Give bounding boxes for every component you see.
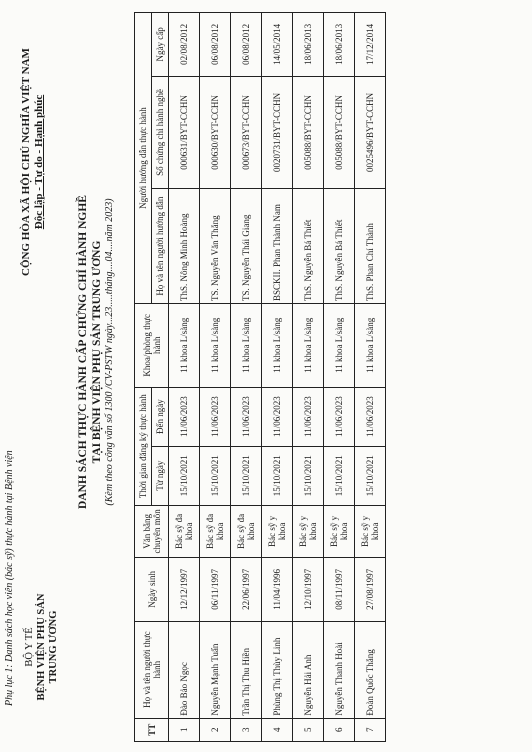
- motto-line-2: Độc lập - Tự do - Hạnh phúc: [33, 94, 45, 230]
- col-name: Họ và tên người thực hành: [135, 621, 169, 718]
- cell-tt: 2: [200, 718, 231, 741]
- appendix-note: Phụ lục 1: Danh sách học viên (bác sỹ) thực hành tại Bệnh viện: [4, 450, 15, 706]
- cell-degree: Bác sỹ đa khoa: [231, 505, 262, 557]
- cell-name: Nguyễn Hải Anh: [293, 621, 324, 718]
- cell-dept: 11 khoa L/sàng: [169, 304, 200, 388]
- ministry-line-3: TRUNG ƯƠNG: [48, 610, 59, 684]
- cell-degree: Bác sỹ đa khoa: [200, 505, 231, 557]
- cell-dept: 11 khoa L/sàng: [355, 304, 386, 388]
- cell-issue-date: 14/05/2014: [262, 13, 293, 77]
- col-mentor-name: Họ và tên người hướng dẫn: [152, 189, 169, 304]
- title-line-2: TẠI BỆNH VIỆN PHỤ SẢN TRUNG ƯƠNG: [91, 240, 103, 464]
- cell-cert-no: 005088/BYT-CCHN: [324, 76, 355, 189]
- cell-issue-date: 18/06/2013: [324, 13, 355, 77]
- cell-tt: 1: [169, 718, 200, 741]
- col-dept: Khoa/phòng thực hành: [135, 304, 169, 388]
- cell-to: 11/06/2023: [262, 387, 293, 446]
- table-row: [200, 13, 231, 742]
- col-degree: Văn bằng chuyên môn: [135, 505, 169, 557]
- cell-mentor-name: BSCKII. Phan Thành Nam: [262, 189, 293, 304]
- cell-to: 11/06/2023: [324, 387, 355, 446]
- cell-issue-date: 18/06/2013: [293, 13, 324, 77]
- cell-degree: Bác sỹ y khoa: [262, 505, 293, 557]
- table-row: [293, 13, 324, 742]
- cell-to: 11/06/2023: [169, 387, 200, 446]
- cell-name: Phùng Thị Thùy Linh: [262, 621, 293, 718]
- col-period: Thời gian đăng ký thực hành: [135, 387, 152, 505]
- cell-from: 15/10/2021: [324, 446, 355, 505]
- cell-to: 11/06/2023: [231, 387, 262, 446]
- cell-cert-no: 005088/BYT-CCHN: [293, 76, 324, 189]
- cell-cert-no: 000673/BYT-CCHN: [231, 76, 262, 189]
- cell-from: 15/10/2021: [231, 446, 262, 505]
- cell-from: 15/10/2021: [355, 446, 386, 505]
- col-cert-no: Số chứng chỉ hành nghề: [152, 76, 169, 189]
- cell-issue-date: 02/08/2012: [169, 13, 200, 77]
- cell-from: 15/10/2021: [262, 446, 293, 505]
- cell-tt: 4: [262, 718, 293, 741]
- table-row: [231, 13, 262, 742]
- col-to: Đến ngày: [152, 387, 169, 446]
- cell-issue-date: 06/08/2012: [200, 13, 231, 77]
- cell-dob: 12/10/1997: [293, 558, 324, 622]
- cell-issue-date: 06/08/2012: [231, 13, 262, 77]
- cell-dept: 11 khoa L/sàng: [231, 304, 262, 388]
- cell-tt: 6: [324, 718, 355, 741]
- cell-name: Đoàn Quốc Thắng: [355, 621, 386, 718]
- document-subtitle: (Kèm theo công văn số 1300 /CV-PSTW ngày...23.....tháng....04....năm 2023): [104, 198, 115, 506]
- practitioner-table: [134, 12, 386, 742]
- table-row: [355, 13, 386, 742]
- cell-from: 15/10/2021: [169, 446, 200, 505]
- cell-degree: Bác sỹ y khoa: [324, 505, 355, 557]
- cell-dept: 11 khoa L/sàng: [293, 304, 324, 388]
- ministry-header: [24, 582, 60, 712]
- cell-dept: 11 khoa L/sàng: [324, 304, 355, 388]
- ministry-line-1: BỘ Y TẾ: [24, 627, 35, 667]
- cell-tt: 3: [231, 718, 262, 741]
- cell-dept: 11 khoa L/sàng: [200, 304, 231, 388]
- cell-degree: Bác sỹ y khoa: [355, 505, 386, 557]
- document-title: [76, 72, 104, 632]
- table-row: [169, 13, 200, 742]
- table-row: [262, 13, 293, 742]
- col-dob: Ngày sinh: [135, 558, 169, 622]
- ministry-line-2: BỆNH VIỆN PHỤ SẢN: [36, 593, 47, 701]
- cell-tt: 5: [293, 718, 324, 741]
- national-motto: [20, 12, 46, 312]
- cell-to: 11/06/2023: [355, 387, 386, 446]
- col-issue-date: Ngày cấp: [152, 13, 169, 77]
- cell-to: 11/06/2023: [200, 387, 231, 446]
- motto-line-1: CỘNG HÒA XÃ HỘI CHỦ NGHĨA VIỆT NAM: [20, 48, 32, 276]
- cell-dob: 11/04/1996: [262, 558, 293, 622]
- cell-dept: 11 khoa L/sàng: [262, 304, 293, 388]
- cell-dob: 22/06/1997: [231, 558, 262, 622]
- cell-name: Trần Thị Thu Hiền: [231, 621, 262, 718]
- cell-mentor-name: ThS. Phan Chí Thành: [355, 189, 386, 304]
- cell-dob: 06/11/1997: [200, 558, 231, 622]
- cell-dob: 08/11/1997: [324, 558, 355, 622]
- col-tt: TT: [135, 718, 169, 741]
- cell-mentor-name: ThS. Nguyễn Bá Thiết: [324, 189, 355, 304]
- col-from: Từ ngày: [152, 446, 169, 505]
- cell-cert-no: 000631/BYT-CCHN: [169, 76, 200, 189]
- cell-name: Đào Bảo Ngọc: [169, 621, 200, 718]
- cell-cert-no: 000630/BYT-CCHN: [200, 76, 231, 189]
- cell-mentor-name: ThS. Nguyễn Bá Thiết: [293, 189, 324, 304]
- col-mentor: Người hướng dẫn thực hành: [135, 13, 152, 304]
- cell-mentor-name: TS. Nguyễn Văn Thắng: [200, 189, 231, 304]
- cell-name: Nguyễn Thanh Hoài: [324, 621, 355, 718]
- cell-from: 15/10/2021: [293, 446, 324, 505]
- cell-dob: 27/08/1997: [355, 558, 386, 622]
- table-row: [324, 13, 355, 742]
- cell-issue-date: 17/12/2014: [355, 13, 386, 77]
- cell-mentor-name: ThS. Nông Minh Hoàng: [169, 189, 200, 304]
- cell-from: 15/10/2021: [200, 446, 231, 505]
- cell-cert-no: 0020731/BYT-CCHN: [262, 76, 293, 189]
- cell-cert-no: 0025496/BYT-CCHN: [355, 76, 386, 189]
- title-line-1: DANH SÁCH THỰC HÀNH CẤP CHỨNG CHỈ HÀNH NGHỀ: [77, 195, 89, 509]
- cell-dob: 12/12/1997: [169, 558, 200, 622]
- cell-degree: Bác sỹ y khoa: [293, 505, 324, 557]
- cell-degree: Bác sỹ đa khoa: [169, 505, 200, 557]
- cell-to: 11/06/2023: [293, 387, 324, 446]
- cell-tt: 7: [355, 718, 386, 741]
- cell-name: Nguyễn Mạnh Tuấn: [200, 621, 231, 718]
- cell-mentor-name: TS. Nguyễn Thái Giang: [231, 189, 262, 304]
